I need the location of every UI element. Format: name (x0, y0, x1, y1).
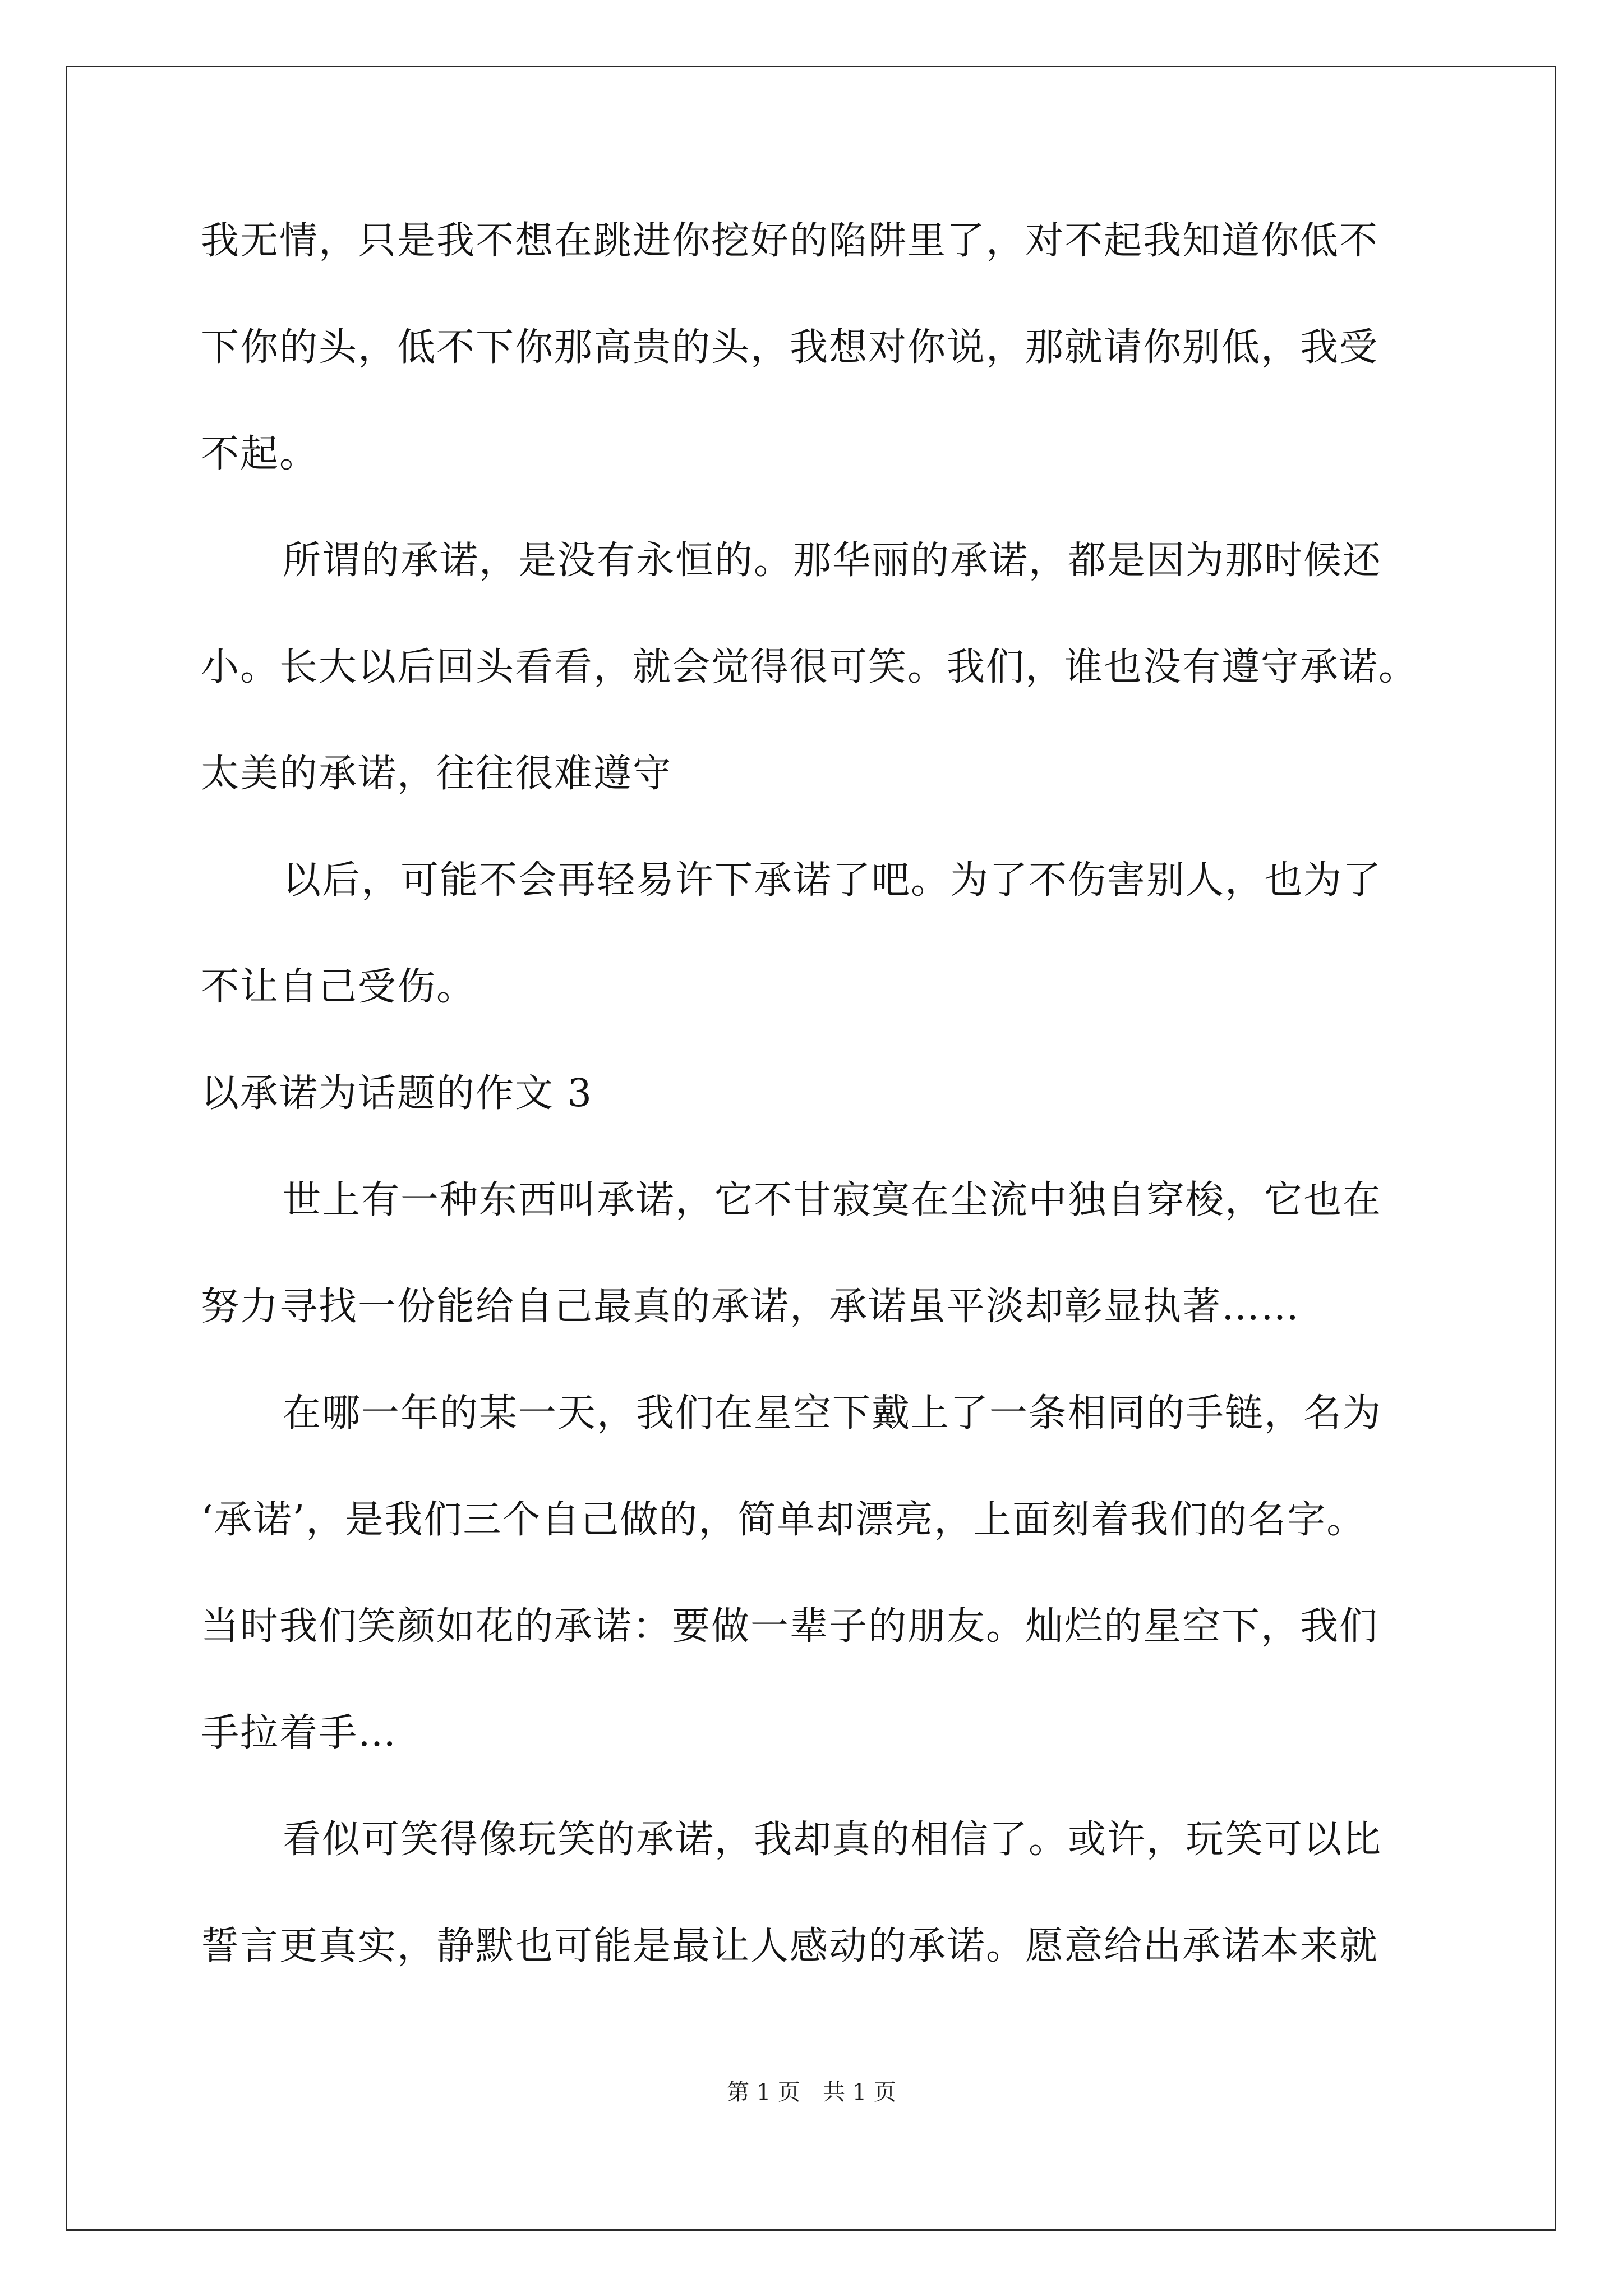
page-border (66, 66, 1556, 2231)
text-line: 下你的头，低不下你那高贵的头，我想对你说，那就请你别低，我受 (201, 325, 1379, 370)
text-line: 我无情，只是我不想在跳进你挖好的陷阱里了，对不起我知道你低不 (201, 219, 1379, 263)
text-line: ‘承诺’，是我们三个自己做的，简单却漂亮，上面刻着我们的名字。 (201, 1498, 1366, 1542)
text-line: 小。长大以后回头看看，就会觉得很可笑。我们，谁也没有遵守承诺。 (201, 645, 1418, 689)
paragraph-first-line: 以后，可能不会再轻易许下承诺了吧。为了不伤害别人，也为了 (283, 858, 1382, 903)
paragraph-first-line: 看似可笑得像玩笑的承诺，我却真的相信了。或许，玩笑可以比 (283, 1818, 1382, 1862)
paragraph-first-line: 所谓的承诺，是没有永恒的。那华丽的承诺，都是因为那时候还 (283, 539, 1382, 583)
text-line: 手拉着手… (201, 1711, 398, 1755)
text-line: 誓言更真实，静默也可能是最让人感动的承诺。愿意给出承诺本来就 (201, 1924, 1379, 1968)
paragraph-first-line: 在哪一年的某一天，我们在星空下戴上了一条相同的手链，名为 (283, 1391, 1382, 1435)
section-heading: 以承诺为话题的作文 3 (201, 1071, 593, 1116)
text-line: 当时我们笑颜如花的承诺：要做一辈子的朋友。灿烂的星空下，我们 (201, 1604, 1379, 1649)
text-line: 太美的承诺，往往很难遵守 (201, 752, 672, 796)
paragraph-first-line: 世上有一种东西叫承诺，它不甘寂寞在尘流中独自穿梭，它也在 (283, 1178, 1382, 1222)
text-line: 不起。 (201, 432, 319, 476)
page-footer: 第 1 页 共 1 页 (727, 2079, 896, 2105)
text-line: 不让自己受伤。 (201, 965, 476, 1009)
text-line: 努力寻找一份能给自己最真的承诺，承诺虽平淡却彰显执著…… (201, 1285, 1301, 1329)
